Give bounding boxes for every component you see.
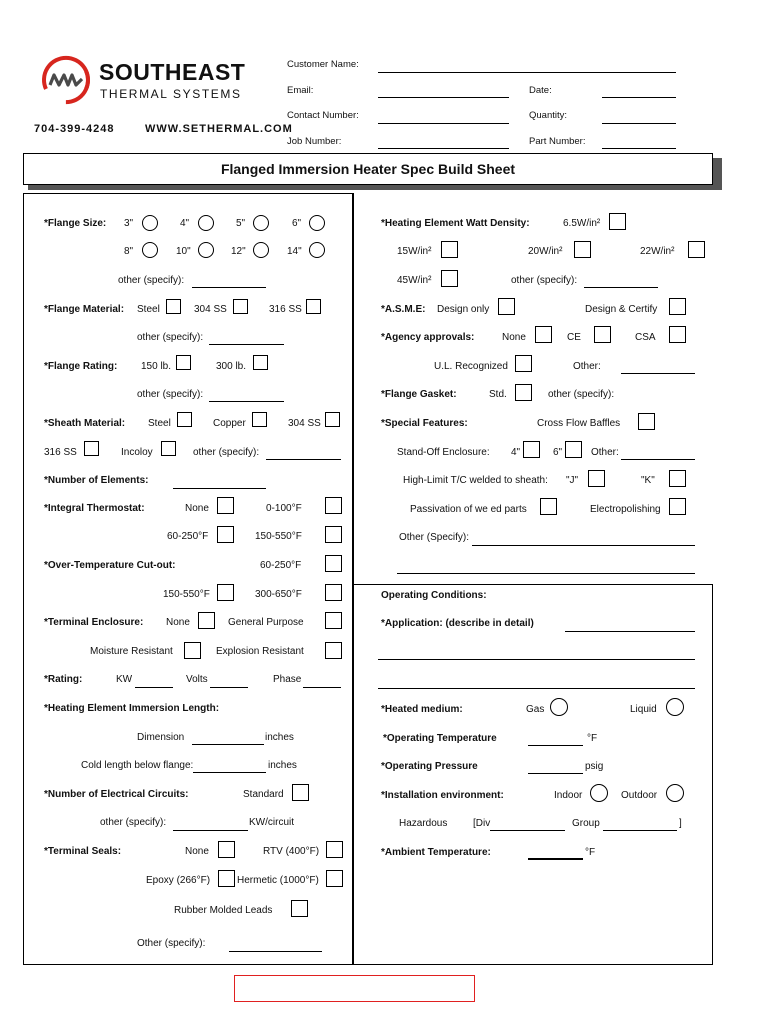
title-bar xyxy=(23,153,713,185)
indoor-radio[interactable] xyxy=(590,784,608,802)
seals-rtv-checkbox[interactable] xyxy=(326,841,343,858)
flange-material-other-label: other (specify): xyxy=(137,332,204,343)
sheath-material-label: *Sheath Material: xyxy=(44,418,126,429)
operating-panel xyxy=(353,584,713,965)
op-pressure-unit: psig xyxy=(585,761,604,772)
application-label: *Application: (describe in detail) xyxy=(381,618,534,629)
watt-22-label: 22W/in² xyxy=(640,246,675,257)
flange-size-10-label: 10" xyxy=(176,246,191,257)
cross-flow-label: Cross Flow Baffles xyxy=(537,418,621,429)
over-temp-150-550-label: 150-550°F xyxy=(163,589,210,600)
company-website[interactable]: WWW.SETHERMAL.COM xyxy=(145,123,293,135)
flange-size-other-field[interactable] xyxy=(192,287,266,288)
application-field-2[interactable] xyxy=(378,659,695,660)
passivation-checkbox[interactable] xyxy=(540,498,557,515)
submit-box[interactable] xyxy=(234,975,475,1002)
thermostat-0-100-label: 0-100°F xyxy=(266,503,302,514)
flange-size-5-label: 5" xyxy=(236,218,246,229)
over-temp-300-650-checkbox[interactable] xyxy=(325,584,342,601)
high-limit-j-label: "J" xyxy=(566,475,579,486)
cold-length-field[interactable] xyxy=(193,772,266,773)
liquid-radio[interactable] xyxy=(666,698,684,716)
asme-design-label: Design only xyxy=(437,304,490,315)
sheath-steel-checkbox[interactable] xyxy=(177,412,192,427)
enclosure-explosion-label: Explosion Resistant xyxy=(216,646,304,657)
agency-ce-label: CE xyxy=(567,332,581,343)
watt-6-5-label: 6.5W/in² xyxy=(563,218,601,229)
asme-design-checkbox[interactable] xyxy=(498,298,515,315)
watt-6-5-checkbox[interactable] xyxy=(609,213,626,230)
asme-certify-checkbox[interactable] xyxy=(669,298,686,315)
agency-label: *Agency approvals: xyxy=(381,332,475,343)
flange-rating-other-label: other (specify): xyxy=(137,389,204,400)
electropolishing-checkbox[interactable] xyxy=(669,498,686,515)
contact-number-label: Contact Number: xyxy=(287,110,359,121)
enclosure-explosion-checkbox[interactable] xyxy=(325,642,342,659)
watt-22-checkbox[interactable] xyxy=(688,241,705,258)
rating-phase-label: Phase xyxy=(273,674,302,685)
thermostat-none-label: None xyxy=(185,503,209,514)
sheath-copper-label: Copper xyxy=(213,418,246,429)
sheath-316-checkbox[interactable] xyxy=(84,441,99,456)
flange-size-12-radio[interactable] xyxy=(253,242,269,258)
agency-none-checkbox[interactable] xyxy=(535,326,552,343)
thermostat-150-550-label: 150-550°F xyxy=(255,531,302,542)
hazardous-label: Hazardous xyxy=(399,818,448,829)
gas-radio[interactable] xyxy=(550,698,568,716)
flange-size-6-radio[interactable] xyxy=(309,215,325,231)
flange-rating-300-label: 300 lb. xyxy=(216,361,247,372)
terminal-seals-label: *Terminal Seals: xyxy=(44,846,122,857)
agency-ul-checkbox[interactable] xyxy=(515,355,532,372)
op-temp-unit: °F xyxy=(587,733,598,744)
rating-phase-field[interactable] xyxy=(303,687,341,688)
contact-number-field[interactable] xyxy=(378,123,509,124)
application-field-3[interactable] xyxy=(378,688,695,689)
watt-other-label: other (specify): xyxy=(511,275,578,286)
cold-length-label: Cold length below flange: xyxy=(81,760,194,771)
high-limit-label: High-Limit T/C welded to sheath: xyxy=(403,475,548,486)
flange-material-316-label: 316 SS xyxy=(269,304,302,315)
op-temp-field[interactable] xyxy=(528,745,583,746)
flange-size-14-radio[interactable] xyxy=(309,242,325,258)
enclosure-none-checkbox[interactable] xyxy=(198,612,215,629)
flange-size-12-label: 12" xyxy=(231,246,246,257)
seals-other-field[interactable] xyxy=(229,951,322,952)
cross-flow-checkbox[interactable] xyxy=(638,413,655,430)
ambient-temp-field[interactable] xyxy=(528,858,583,860)
customer-name-label: Customer Name: xyxy=(287,59,359,70)
group-field[interactable] xyxy=(603,830,677,831)
rating-volts-label: Volts xyxy=(186,674,208,685)
number-of-elements-field[interactable] xyxy=(173,488,266,489)
brand-name: SOUTHEAST xyxy=(99,59,246,85)
flange-size-5-radio[interactable] xyxy=(253,215,269,231)
standoff-label: Stand-Off Enclosure: xyxy=(397,447,490,458)
sheath-incoloy-label: Incoloy xyxy=(121,447,153,458)
terminal-enclosure-label: *Terminal Enclosure: xyxy=(44,617,144,628)
enclosure-none-label: None xyxy=(166,617,190,628)
circuits-other-label: other (specify): xyxy=(100,817,167,828)
rating-kw-field[interactable] xyxy=(135,687,173,688)
flange-material-304-label: 304 SS xyxy=(194,304,227,315)
standoff-6-checkbox[interactable] xyxy=(565,441,582,458)
enclosure-moisture-label: Moisture Resistant xyxy=(90,646,173,657)
brand-tagline: THERMAL SYSTEMS xyxy=(100,87,242,101)
flange-size-4-radio[interactable] xyxy=(198,215,214,231)
quantity-field[interactable] xyxy=(602,123,676,124)
flange-rating-label: *Flange Rating: xyxy=(44,361,118,372)
special-other-label: Other (Specify): xyxy=(399,532,470,543)
date-label: Date: xyxy=(529,85,552,96)
page-title: Flanged Immersion Heater Spec Build Sheet xyxy=(220,161,516,177)
asme-certify-label: Design & Certify xyxy=(585,304,658,315)
special-other-field[interactable] xyxy=(472,545,695,546)
thermostat-0-100-checkbox[interactable] xyxy=(325,497,342,514)
flange-size-8-label: 8" xyxy=(124,246,134,257)
agency-other-label: Other: xyxy=(573,361,601,372)
seals-hermetic-checkbox[interactable] xyxy=(326,870,343,887)
flange-size-other-label: other (specify): xyxy=(118,275,185,286)
date-field[interactable] xyxy=(602,97,676,98)
flange-size-3-label: 3" xyxy=(124,218,134,229)
enclosure-general-checkbox[interactable] xyxy=(325,612,342,629)
part-number-field[interactable] xyxy=(602,148,676,149)
thermostat-60-250-label: 60-250°F xyxy=(167,531,209,542)
seals-epoxy-checkbox[interactable] xyxy=(218,870,235,887)
flange-size-14-label: 14" xyxy=(287,246,302,257)
sheath-316-label: 316 SS xyxy=(44,447,77,458)
watt-45-label: 45W/in² xyxy=(397,275,432,286)
standoff-6-label: 6" xyxy=(553,447,563,458)
enclosure-moisture-checkbox[interactable] xyxy=(184,642,201,659)
company-logo xyxy=(38,55,94,105)
op-pressure-label: *Operating Pressure xyxy=(381,761,478,772)
ambient-temp-label: *Ambient Temperature: xyxy=(381,847,491,858)
asme-label: *A.S.M.E: xyxy=(381,304,426,315)
flange-material-304-checkbox[interactable] xyxy=(233,299,248,314)
thermostat-none-checkbox[interactable] xyxy=(217,497,234,514)
customer-name-field[interactable] xyxy=(378,72,676,73)
watt-15-label: 15W/in² xyxy=(397,246,432,257)
op-temp-label: *Operating Temperature xyxy=(383,733,497,744)
rating-label: *Rating: xyxy=(44,674,83,685)
gasket-std-checkbox[interactable] xyxy=(515,384,532,401)
flange-rating-150-label: 150 lb. xyxy=(141,361,172,372)
gasket-std-label: Std. xyxy=(489,389,507,400)
div-field[interactable] xyxy=(490,830,565,831)
enclosure-general-label: General Purpose xyxy=(228,617,304,628)
standoff-4-label: 4" xyxy=(511,447,521,458)
email-field[interactable] xyxy=(378,97,509,98)
sheath-steel-label: Steel xyxy=(148,418,171,429)
flange-size-4-label: 4" xyxy=(180,218,190,229)
number-of-elements-label: *Number of Elements: xyxy=(44,475,149,486)
seals-none-label: None xyxy=(185,846,209,857)
part-number-label: Part Number: xyxy=(529,136,586,147)
dimension-field[interactable] xyxy=(192,744,264,745)
sheath-other-label: other (specify): xyxy=(193,447,260,458)
sheath-304-checkbox[interactable] xyxy=(325,412,340,427)
flange-material-other-field[interactable] xyxy=(209,344,284,345)
sheath-other-field[interactable] xyxy=(266,459,341,460)
seals-epoxy-label: Epoxy (266°F) xyxy=(146,875,211,886)
flange-rating-other-field[interactable] xyxy=(209,401,284,402)
agency-other-field[interactable] xyxy=(621,373,695,374)
email-label: Email: xyxy=(287,85,314,96)
operating-title: Operating Conditions: xyxy=(381,590,487,601)
flange-size-8-radio[interactable] xyxy=(142,242,158,258)
watt-20-checkbox[interactable] xyxy=(574,241,591,258)
standoff-other-label: Other: xyxy=(591,447,619,458)
agency-csa-checkbox[interactable] xyxy=(669,326,686,343)
flange-size-label: *Flange Size: xyxy=(44,218,107,229)
flange-material-label: *Flange Material: xyxy=(44,304,125,315)
thermostat-150-550-checkbox[interactable] xyxy=(325,526,342,543)
op-pressure-field[interactable] xyxy=(528,773,583,774)
gasket-other-label: other (specify): xyxy=(548,389,615,400)
agency-ul-label: U.L. Recognized xyxy=(434,361,508,372)
over-temp-150-550-checkbox[interactable] xyxy=(217,584,234,601)
over-temp-60-250-checkbox[interactable] xyxy=(325,555,342,572)
agency-none-label: None xyxy=(502,332,526,343)
liquid-label: Liquid xyxy=(630,704,657,715)
high-limit-k-label: "K" xyxy=(641,475,655,486)
sheath-copper-checkbox[interactable] xyxy=(252,412,267,427)
circuits-label: *Number of Electrical Circuits: xyxy=(44,789,189,800)
install-env-label: *Installation environment: xyxy=(381,790,504,801)
immersion-length-label: *Heating Element Immersion Length: xyxy=(44,703,220,714)
heated-medium-label: *Heated medium: xyxy=(381,704,463,715)
gasket-label: *Flange Gasket: xyxy=(381,389,457,400)
outdoor-radio[interactable] xyxy=(666,784,684,802)
high-limit-j-checkbox[interactable] xyxy=(588,470,605,487)
rating-volts-field[interactable] xyxy=(210,687,248,688)
agency-csa-label: CSA xyxy=(635,332,656,343)
watt-20-label: 20W/in² xyxy=(528,246,563,257)
circuits-unit: KW/circuit xyxy=(249,817,294,828)
flange-rating-150-checkbox[interactable] xyxy=(176,355,191,370)
job-number-label: Job Number: xyxy=(287,136,342,147)
dimension-label: Dimension xyxy=(137,732,185,743)
integral-thermostat-label: *Integral Thermostat: xyxy=(44,503,145,514)
seals-rtv-label: RTV (400°F) xyxy=(263,846,320,857)
standoff-4-checkbox[interactable] xyxy=(523,441,540,458)
agency-ce-checkbox[interactable] xyxy=(594,326,611,343)
over-temp-label: *Over-Temperature Cut-out: xyxy=(44,560,176,571)
special-other-field-2[interactable] xyxy=(397,573,695,574)
seals-rubber-label: Rubber Molded Leads xyxy=(174,905,273,916)
gas-label: Gas xyxy=(526,704,545,715)
watt-15-checkbox[interactable] xyxy=(441,241,458,258)
over-temp-60-250-label: 60-250°F xyxy=(260,560,302,571)
over-temp-300-650-label: 300-650°F xyxy=(255,589,302,600)
seals-none-checkbox[interactable] xyxy=(218,841,235,858)
job-number-field[interactable] xyxy=(378,148,509,149)
electropolishing-label: Electropolishing xyxy=(590,504,661,515)
rating-kw-label: KW xyxy=(116,674,133,685)
ambient-temp-unit: °F xyxy=(585,847,596,858)
watt-density-label: *Heating Element Watt Density: xyxy=(381,218,530,229)
seals-hermetic-label: Hermetic (1000°F) xyxy=(237,875,319,886)
special-features-label: *Special Features: xyxy=(381,418,468,429)
indoor-label: Indoor xyxy=(554,790,583,801)
standoff-other-field[interactable] xyxy=(621,459,695,460)
seals-rubber-checkbox[interactable] xyxy=(291,900,308,917)
sheath-incoloy-checkbox[interactable] xyxy=(161,441,176,456)
flange-material-316-checkbox[interactable] xyxy=(306,299,321,314)
watt-other-field[interactable] xyxy=(584,287,658,288)
flange-material-steel-checkbox[interactable] xyxy=(166,299,181,314)
group-label: Group xyxy=(572,818,600,829)
sheath-304-label: 304 SS xyxy=(288,418,321,429)
high-limit-k-checkbox[interactable] xyxy=(669,470,686,487)
thermostat-60-250-checkbox[interactable] xyxy=(217,526,234,543)
flange-rating-300-checkbox[interactable] xyxy=(253,355,268,370)
seals-other-label: Other (specify): xyxy=(137,938,206,949)
circuits-standard-label: Standard xyxy=(243,789,284,800)
cold-length-unit: inches xyxy=(268,760,297,771)
flange-size-10-radio[interactable] xyxy=(198,242,214,258)
outdoor-label: Outdoor xyxy=(621,790,658,801)
circuits-standard-checkbox[interactable] xyxy=(292,784,309,801)
group-bracket: ] xyxy=(679,818,682,829)
flange-material-steel-label: Steel xyxy=(137,304,160,315)
dimension-unit: inches xyxy=(265,732,294,743)
quantity-label: Quantity: xyxy=(529,110,568,121)
flange-size-6-label: 6" xyxy=(292,218,302,229)
watt-45-checkbox[interactable] xyxy=(441,270,458,287)
circuits-other-field[interactable] xyxy=(173,830,248,831)
div-label: [Div xyxy=(473,818,491,829)
company-phone: 704-399-4248 xyxy=(34,123,115,135)
passivation-label: Passivation of we ed parts xyxy=(410,504,527,515)
flange-size-3-radio[interactable] xyxy=(142,215,158,231)
application-field-1[interactable] xyxy=(565,631,695,632)
